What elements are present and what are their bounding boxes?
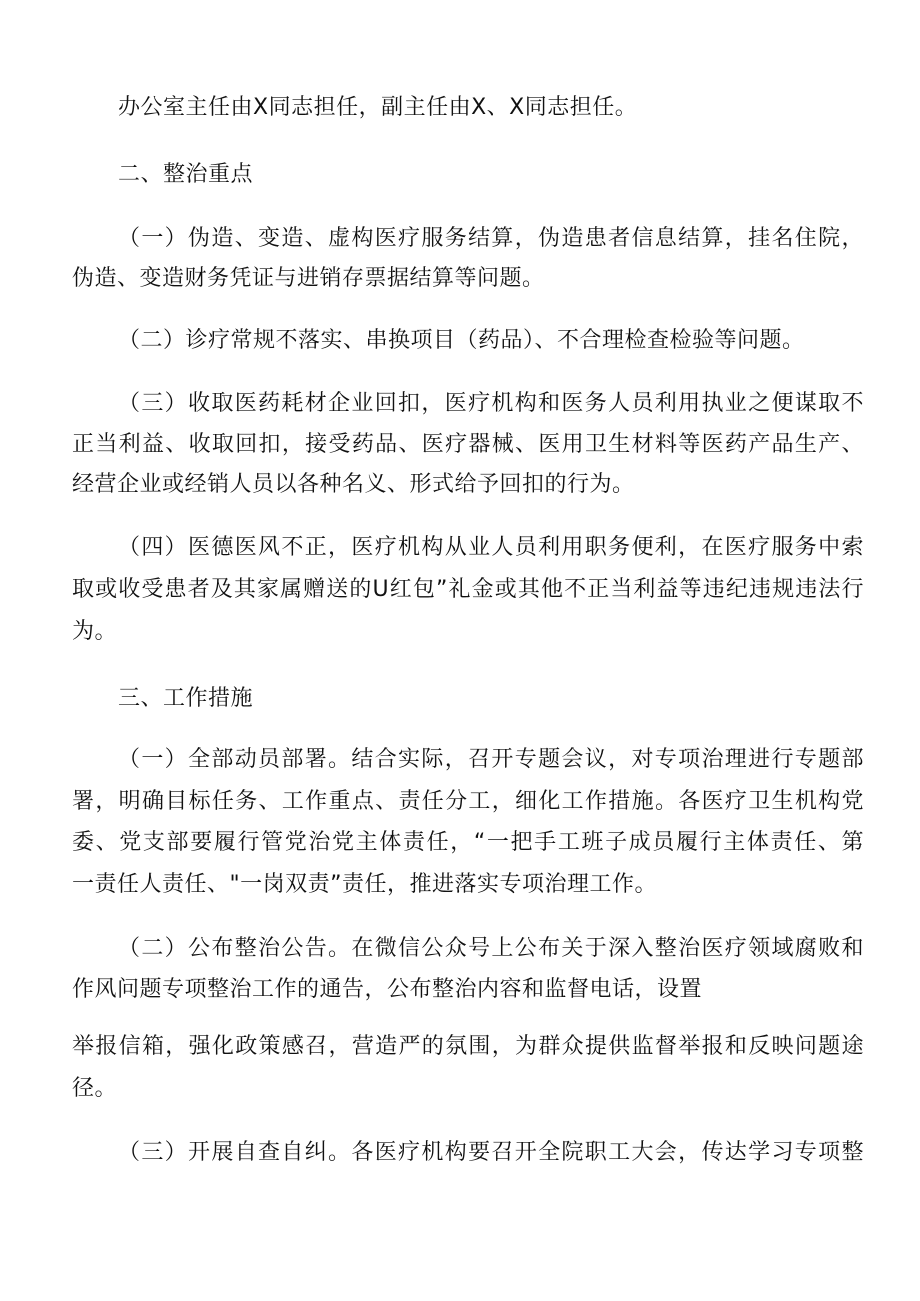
section-heading-focus: 二、整治重点 bbox=[118, 162, 254, 187]
paragraph-line: 伪造、变造财务凭证与进销存票据结算等问题。 bbox=[72, 266, 545, 291]
intro-paragraph: 办公室主任由X同志担任，副主任由X、X同志担任。 bbox=[118, 95, 638, 120]
paragraph-line: 一责任人责任、"一岗双责”责任，推进落实专项治理工作。 bbox=[72, 872, 658, 897]
paragraph-line: 举报信箱，强化政策感召，营造严的氛围，为群众提供监督举报和反映问题途 bbox=[72, 1034, 864, 1059]
paragraph-line: 委、党支部要履行管党治党主体责任，“一把手工班子成员履行主体责任、第 bbox=[72, 830, 864, 855]
paragraph-line: 署，明确目标任务、工作重点、责任分工，细化工作措施。各医疗卫生机构党 bbox=[72, 789, 864, 814]
paragraph-line: （三）开展自查自纠。各医疗机构要召开全院职工大会，传达学习专项整 bbox=[118, 1140, 864, 1165]
paragraph-line: （二）诊疗常规不落实、串换项目（药品）、不合理检查检验等问题。 bbox=[118, 328, 805, 353]
paragraph-line: 取或收受患者及其家属赠送的U红包”礼金或其他不正当利益等违纪违规违法行 bbox=[72, 577, 864, 602]
paragraph-line: （四）医德医风不正，医疗机构从业人员利用职务便利，在医疗服务中索 bbox=[118, 535, 864, 560]
paragraph-line: 为。 bbox=[72, 619, 118, 644]
paragraph-line: 作风问题专项整治工作的通告，公布整治内容和监督电话，设置 bbox=[72, 977, 703, 1002]
paragraph-line: （一）伪造、变造、虚构医疗服务结算，伪造患者信息结算，挂名住院， bbox=[118, 226, 864, 251]
paragraph-line: （一）全部动员部署。结合实际，召开专题会议，对专项治理进行专题部 bbox=[118, 747, 864, 772]
paragraph-line: （二）公布整治公告。在微信公众号上公布关于深入整治医疗领域腐败和 bbox=[118, 936, 864, 961]
paragraph-line: 径。 bbox=[72, 1076, 118, 1101]
paragraph-line: （三）收取医药耗材企业回扣，医疗机构和医务人员利用执业之便谋取不 bbox=[118, 391, 864, 416]
paragraph-line: 经营企业或经销人员以各种名义、形式给予回扣的行为。 bbox=[72, 472, 635, 497]
paragraph-line: 正当利益、收取回扣，接受药品、医疗器械、医用卫生材料等医药产品生产、 bbox=[72, 432, 864, 457]
section-heading-measures: 三、工作措施 bbox=[118, 686, 254, 711]
